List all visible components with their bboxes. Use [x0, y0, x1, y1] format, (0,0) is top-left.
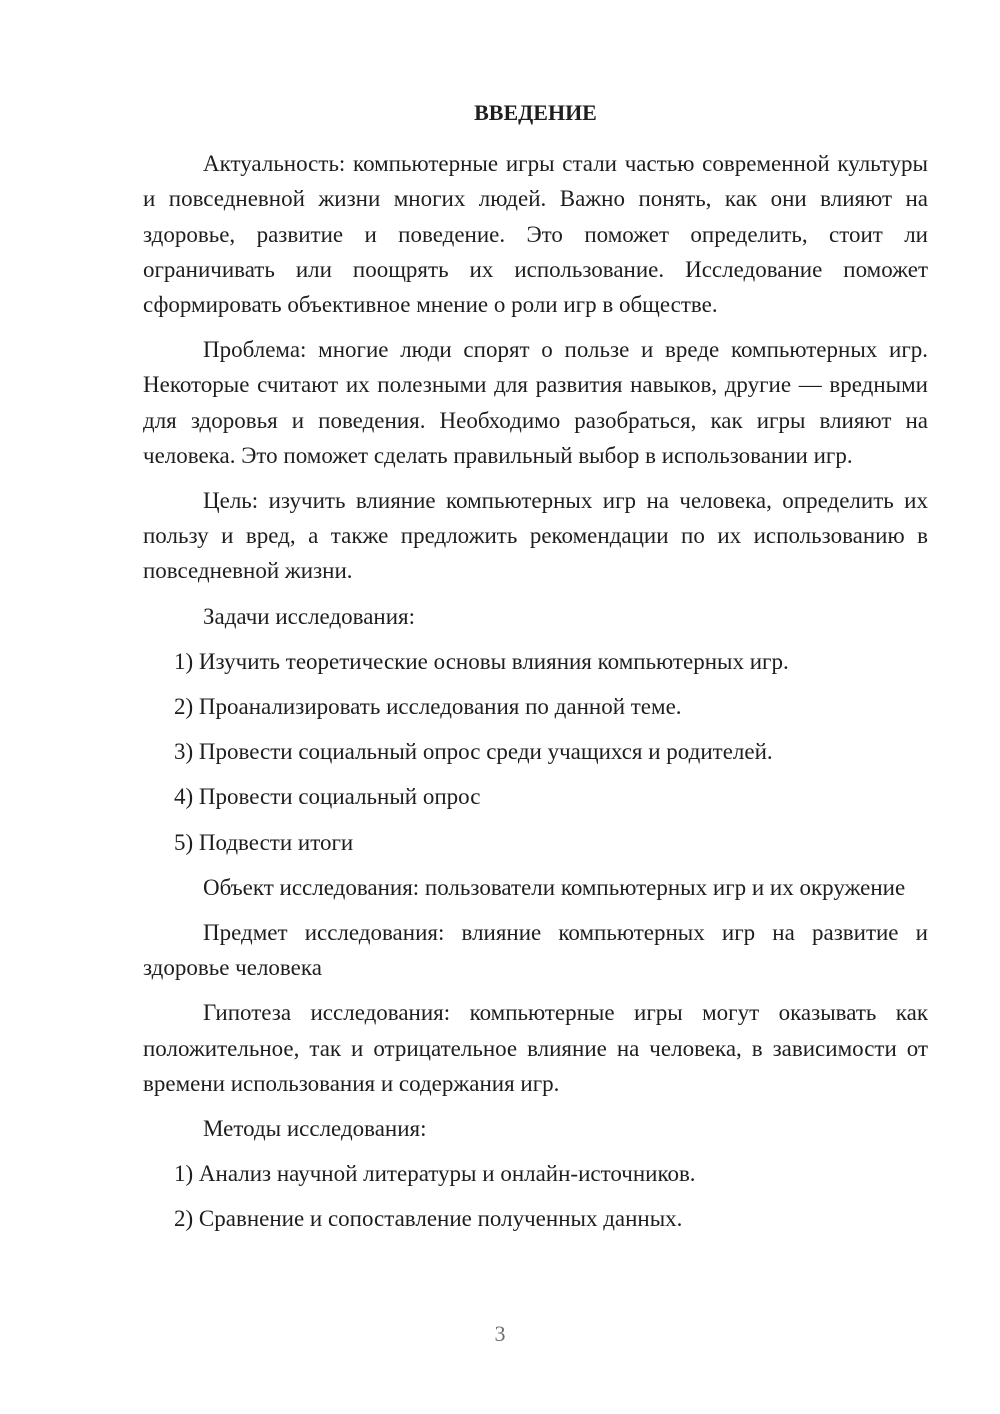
relevance-paragraph: Актуальность: компьютерные игры стали частью современной культуры и повседневной жизни многих людей. Важно понять, как они влияют на здоровье, развитие и поведение. Это поможет определить, стоит ли ограничивать или поощрять их использование. Исследование поможет сформировать объективное мнение о роли игр в обществе.: [143, 151, 928, 318]
section-heading: ВВЕДЕНИЕ: [474, 100, 597, 125]
object-paragraph: Объект исследования: пользователи компьютерных игр и их окружение: [203, 874, 906, 900]
problem-paragraph: Проблема: многие люди спорят о пользе и вреде компьютерных игр. Некоторые считают их полезными для развития навыков, другие — вредными для здоровья и поведения. Необходимо разобраться, как игры влияют на человека. Это поможет сделать правильный выбор в использовании игр.: [143, 337, 928, 468]
method-item: 1) Анализ научной литературы и онлайн-источников.: [174, 1161, 696, 1187]
hypothesis-paragraph: Гипотеза исследования: компьютерные игры могут оказывать как положительное, так и отрицательное влияние на человека, в зависимости от времени использования и содержания игр.: [143, 1000, 928, 1096]
task-item: 2) Проанализировать исследования по данной теме.: [174, 694, 682, 720]
document-page: [143, 95, 928, 1247]
task-item: 5) Подвести итоги: [174, 829, 354, 855]
page-number: 3: [494, 1321, 506, 1346]
task-item: 3) Провести социальный опрос среди учащихся и родителей.: [174, 739, 773, 765]
method-item: 2) Сравнение и сопоставление полученных данных.: [174, 1206, 683, 1232]
goal-paragraph: Цель: изучить влияние компьютерных игр на человека, определить их пользу и вред, а также предложить рекомендации по их использованию в повседневной жизни.: [143, 488, 928, 584]
task-item: 1) Изучить теоретические основы влияния компьютерных игр.: [174, 648, 789, 674]
tasks-title: Задачи исследования:: [203, 603, 416, 629]
subject-paragraph: Предмет исследования: влияние компьютерных игр на развитие и здоровье человека: [143, 920, 928, 981]
methods-title: Методы исследования:: [203, 1116, 427, 1142]
task-item: 4) Провести социальный опрос: [174, 784, 481, 810]
